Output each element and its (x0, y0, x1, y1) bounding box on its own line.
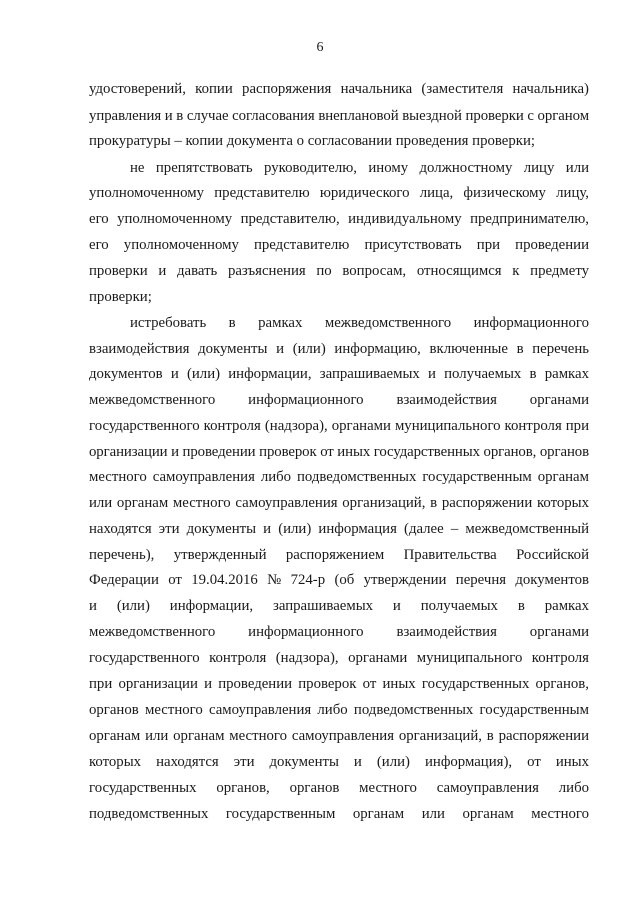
text-line: органов местного самоуправления либо подведомственных государственным (89, 702, 589, 718)
text-line: Федерации от 19.04.2016 № 724-р (об утверждении перечня документов (89, 572, 589, 588)
text-line: и (или) информации, запрашиваемых и получаемых в рамках (89, 598, 589, 614)
text-line: местного самоуправления либо подведомственных государственным органам (89, 469, 589, 485)
text-line: его уполномоченному представителю присутствовать при проведении (89, 237, 589, 253)
page-number: 6 (316, 40, 324, 55)
text-line: которых находятся эти документы и (или) информация), от иных (89, 754, 589, 770)
text-line: документов и (или) информации, запрашиваемых и получаемых в рамках (89, 366, 589, 382)
text-line: взаимодействия документы и (или) информацию, включенные в перечень (89, 341, 589, 357)
text-line: государственного контроля (надзора), органами муниципального контроля при (89, 418, 589, 434)
text-line: не препятствовать руководителю, иному должностному лицу или (130, 160, 589, 176)
text-line: межведомственного информационного взаимодействия органами (89, 392, 589, 408)
text-line: проверки и давать разъяснения по вопросам, относящимся к предмету (89, 263, 589, 279)
text-line: органам или органам местного самоуправления организаций, в распоряжении (89, 728, 589, 744)
text-line: прокуратуры – копии документа о согласовании проведения проверки; (89, 133, 535, 149)
text-line: государственного контроля (надзора), органами муниципального контроля (89, 650, 589, 666)
text-line: уполномоченному представителю юридического лица, физическому лицу, (89, 185, 589, 201)
text-line: перечень), утвержденный распоряжением Правительства Российской (89, 547, 589, 563)
text-line: государственных органов, органов местного самоуправления либо (89, 780, 589, 796)
text-line: истребовать в рамках межведомственного информационного (130, 315, 589, 331)
text-line: при организации и проведении проверок от иных государственных органов, (89, 676, 589, 692)
text-line: проверки; (89, 289, 152, 305)
text-line: находятся эти документы и (или) информация (далее – межведомственный (89, 521, 589, 537)
text-line: его уполномоченному представителю, индивидуальному предпринимателю, (89, 211, 589, 227)
text-line: или органам местного самоуправления организаций, в распоряжении которых (89, 495, 589, 511)
text-line: организации и проведении проверок от иных государственных органов, органов (89, 444, 589, 460)
text-line: удостоверений, копии распоряжения начальника (заместителя начальника) (89, 81, 589, 97)
text-line: межведомственного информационного взаимодействия органами (89, 624, 589, 640)
text-line: подведомственных государственным органам или органам местного (89, 806, 589, 822)
text-line: управления и в случае согласования внеплановой выездной проверки с органом (89, 108, 589, 124)
